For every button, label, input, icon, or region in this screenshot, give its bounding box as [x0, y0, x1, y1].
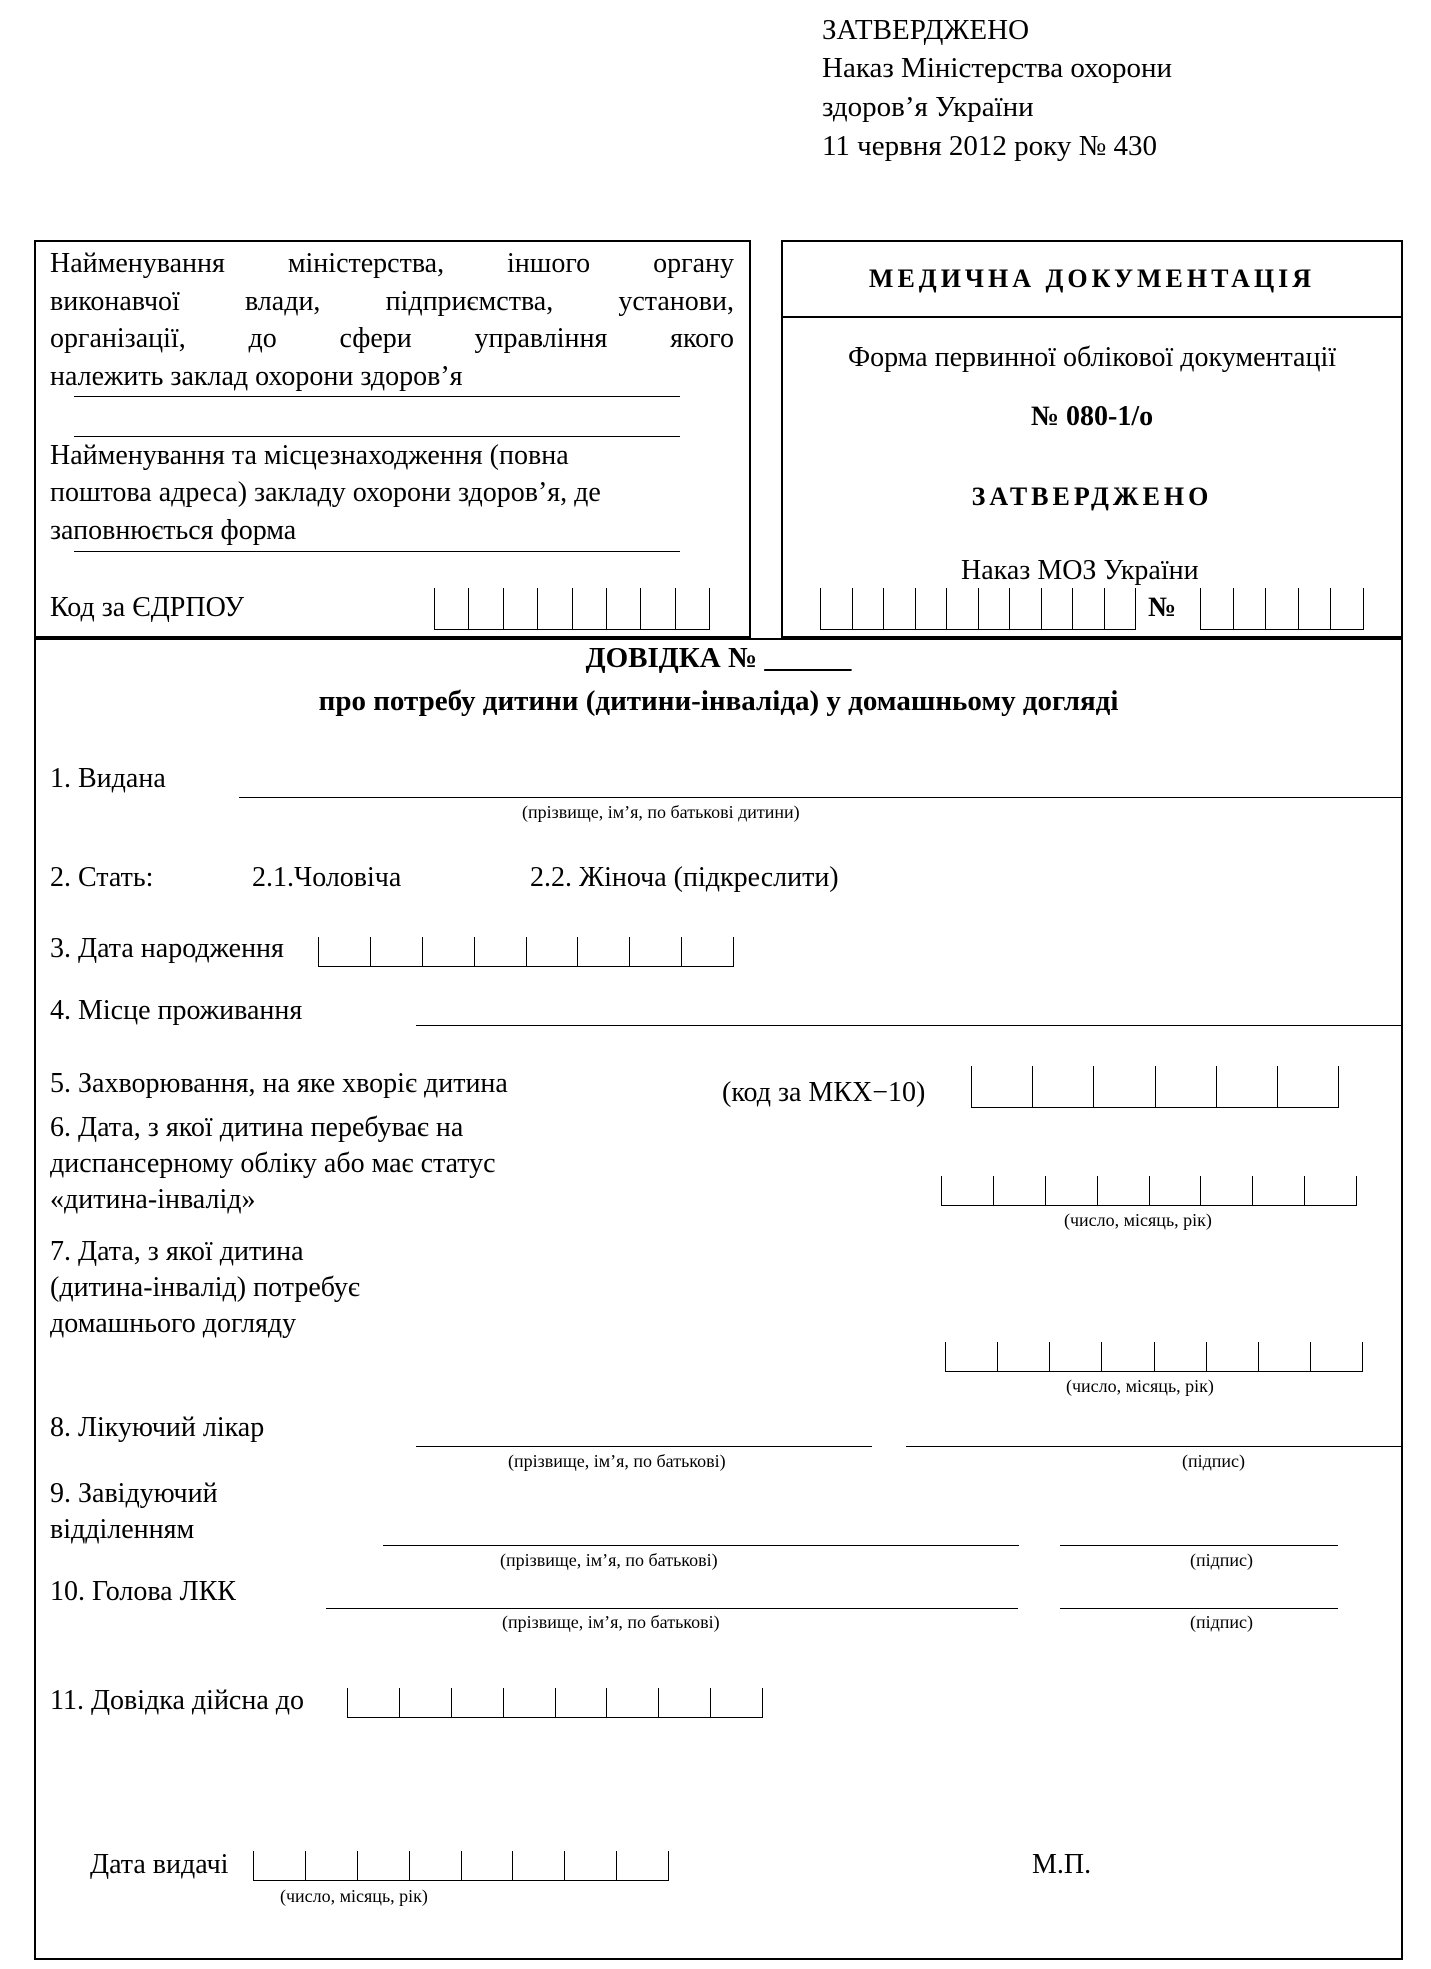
field-9-hint-name: (прізвище, ім’я, по батькові) — [500, 1550, 718, 1570]
field-6-line-3: «дитина-інвалід» — [50, 1184, 256, 1215]
field-7-date-cells[interactable] — [945, 1342, 1363, 1372]
doctor-name-line[interactable] — [416, 1446, 872, 1447]
head-department-signature-line[interactable] — [1060, 1545, 1338, 1546]
icd-code-cells[interactable] — [971, 1066, 1339, 1108]
icd-code-label: (код за МКХ−10) — [722, 1077, 926, 1108]
edrpou-label: Код за ЄДРПОУ — [50, 592, 245, 623]
issue-date-label: Дата видачі — [90, 1849, 229, 1880]
facility-line-3: заповнюється форма — [50, 515, 297, 546]
document-title: ДОВІДКА № ______ — [585, 642, 852, 674]
facility-underline[interactable] — [74, 551, 680, 552]
ministry-line-1: Найменування міністерства, іншого органу — [50, 248, 734, 279]
order-number-sign: № — [1148, 592, 1177, 623]
field-7-line-1: 7. Дата, з якої дитина — [50, 1236, 304, 1267]
field-4-input-line[interactable] — [416, 1025, 1402, 1026]
field-11-label: 11. Довідка дійсна до — [50, 1685, 305, 1716]
approval-line-1: ЗАТВЕРДЖЕНО — [822, 14, 1030, 46]
field-6-line-2: диспансерному обліку або має статус — [50, 1148, 496, 1179]
field-6-date-cells[interactable] — [941, 1176, 1357, 1206]
field-6-line-1: 6. Дата, з якої дитина перебуває на — [50, 1112, 464, 1143]
issue-date-cells[interactable] — [253, 1851, 669, 1881]
field-9-line-1: 9. Завідуючий — [50, 1478, 218, 1509]
field-8-hint-sign: (підпис) — [1182, 1451, 1246, 1471]
approved-label: ЗАТВЕРДЖЕНО — [971, 482, 1213, 511]
medical-documentation-title: МЕДИЧНА ДОКУМЕНТАЦІЯ — [868, 264, 1316, 293]
field-7-line-3: домашнього догляду — [50, 1308, 297, 1339]
ministry-line-2: виконавчої влади, підприємства, установи, — [50, 286, 734, 317]
field-9-hint-sign: (підпис) — [1190, 1550, 1254, 1570]
approval-line-4: 11 червня 2012 року № 430 — [822, 130, 1158, 162]
edrpou-cells[interactable] — [434, 588, 710, 630]
stamp-label: М.П. — [1032, 1849, 1092, 1880]
ministry-line-3: організації, до сфери управління якого — [50, 323, 734, 354]
field-5-label: 5. Захворювання, на яке хворіє дитина — [50, 1068, 508, 1099]
field-4-label: 4. Місце проживання — [50, 995, 303, 1026]
issue-date-hint: (число, місяць, рік) — [280, 1886, 428, 1906]
approval-line-2: Наказ Міністерства охорони — [822, 52, 1173, 84]
valid-until-cells[interactable] — [347, 1688, 763, 1718]
gender-female-option[interactable]: 2.2. Жіноча (підкреслити) — [530, 862, 839, 893]
field-8-hint-name: (прізвище, ім’я, по батькові) — [508, 1451, 726, 1471]
field-6-hint: (число, місяць, рік) — [1064, 1210, 1212, 1230]
order-label: Наказ МОЗ України — [961, 555, 1199, 586]
document-subtitle: про потребу дитини (дитини-інваліда) у домашньому догляді — [318, 685, 1119, 717]
gender-male-option[interactable]: 2.1.Чоловіча — [252, 862, 402, 893]
field-2-label: 2. Стать: — [50, 862, 154, 893]
doctor-signature-line[interactable] — [906, 1446, 1402, 1447]
birth-date-cells[interactable] — [318, 937, 734, 967]
approval-line-3: здоров’я України — [822, 91, 1034, 123]
field-10-hint-sign: (підпис) — [1190, 1612, 1254, 1632]
form-number: № 080-1/о — [1030, 401, 1154, 432]
form-label: Форма первинної облікової документації — [847, 342, 1337, 373]
field-7-line-2: (дитина-інвалід) потребує — [50, 1272, 360, 1303]
field-9-line-2: відділенням — [50, 1514, 195, 1545]
lkk-head-signature-line[interactable] — [1060, 1608, 1338, 1609]
order-date-cells[interactable] — [820, 588, 1136, 630]
field-7-hint: (число, місяць, рік) — [1066, 1376, 1214, 1396]
ministry-underline-2[interactable] — [74, 436, 680, 437]
field-10-label: 10. Голова ЛКК — [50, 1576, 236, 1607]
header-right-divider — [781, 316, 1403, 318]
field-1-label: 1. Видана — [50, 763, 166, 794]
order-number-cells[interactable] — [1200, 588, 1364, 630]
head-department-name-line[interactable] — [383, 1545, 1019, 1546]
facility-line-2: поштова адреса) закладу охорони здоров’я, де — [50, 477, 601, 508]
lkk-head-name-line[interactable] — [326, 1608, 1018, 1609]
ministry-underline-1[interactable] — [74, 396, 680, 397]
field-10-hint-name: (прізвище, ім’я, по батькові) — [502, 1612, 720, 1632]
field-8-label: 8. Лікуючий лікар — [50, 1412, 265, 1443]
field-3-label: 3. Дата народження — [50, 933, 284, 964]
field-1-input-line[interactable] — [239, 797, 1402, 798]
ministry-line-4: належить заклад охорони здоров’я — [50, 361, 463, 392]
field-1-hint: (прізвище, ім’я, по батькові дитини) — [522, 802, 800, 822]
facility-line-1: Найменування та місцезнаходження (повна — [50, 440, 569, 471]
